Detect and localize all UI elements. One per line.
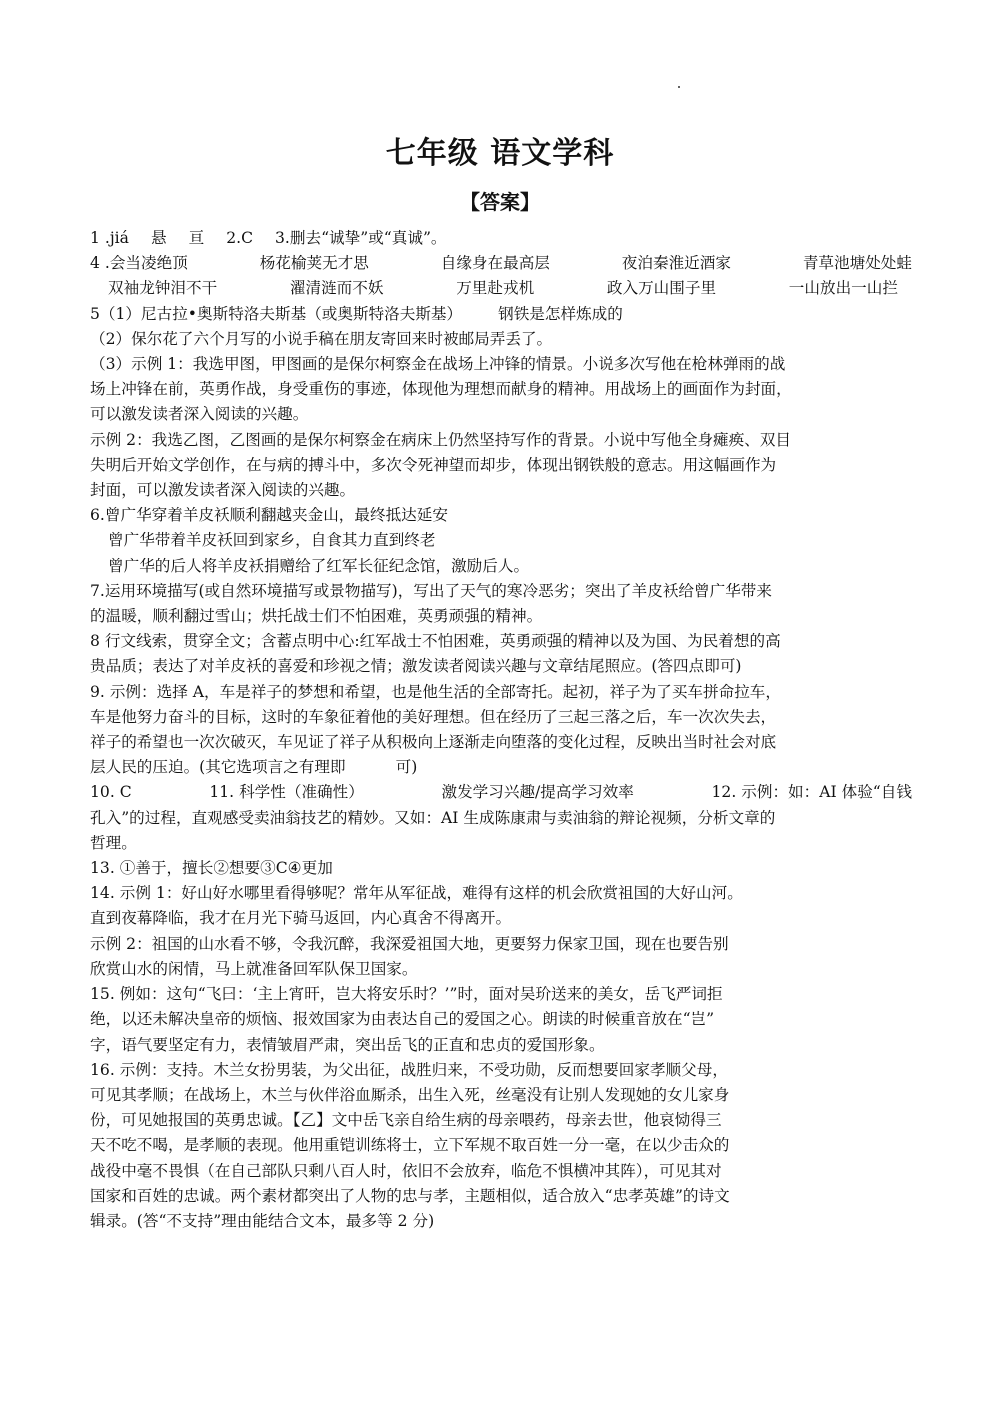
answer-q15-line: 字，语气要坚定有力，表情皱眉严肃，突出岳飞的正直和忠贞的爱国形象。 xyxy=(90,1035,605,1054)
answer-content xyxy=(90,226,912,1234)
answer-q5-3-line: 可以激发读者深入阅读的兴趣。 xyxy=(90,405,309,424)
answer-q5-4-line: 失明后开始文学创作，在与病的搏斗中，多次令死神望而却步，体现出钢铁般的意志。用这幅画作为 xyxy=(90,455,777,474)
answer-q5-3-line: 场上冲锋在前，英勇作战，身受重伤的事迹，体现他为理想而献身的精神。用战场上的画面作为封面， xyxy=(90,380,792,399)
answer-q16-line: 天不吃不喝，是孝顺的表现。他用重铠训练将士，立下军规不取百姓一分一毫，在以少击众的 xyxy=(90,1136,730,1155)
answer-q6-line: 6.曾广华穿着羊皮袄顺利翻越夹金山，最终抵达延安 xyxy=(90,506,448,525)
answer-q5-4-line: 示例 2：我选乙图，乙图画的是保尔柯察金在病床上仍然坚持写作的背景。小说中写他全身瘫痪、双目 xyxy=(90,430,792,449)
answer-q8-line: 贵品质；表达了对羊皮袄的喜爱和珍视之情；激发读者阅读兴趣与文章结尾照应。(答四点即可) xyxy=(90,657,742,676)
answer-q7-line: 7.运用环境描写(或自然环境描写或景物描写)，写出了天气的寒冷恶劣；突出了羊皮袄给曾广华带来 xyxy=(90,581,772,600)
answer-q16-line: 辑录。(答“不支持”理由能结合文本，最多等 2 分) xyxy=(90,1211,435,1230)
answer-q16-line: 份，可见她报国的英勇忠诚。【乙】文中岳飞亲自给生病的母亲喂药，母亲去世，他哀恸得三 xyxy=(90,1111,722,1130)
answer-q12-line: 哲理。 xyxy=(90,833,137,852)
answer-q5-1: 5（1）尼古拉•奥斯特洛夫斯基（或奥斯特洛夫斯基） 钢铁是怎样炼成的 xyxy=(90,304,623,323)
answer-q14-line: 示例 2：祖国的山水看不够，令我沉醉，我深爱祖国大地，更要努力保家卫国，现在也要告别 xyxy=(90,934,729,953)
answer-q13: 13. ①善于，擅长②想要③C④更加 xyxy=(90,859,333,878)
answer-q15-line: 绝，以还未解决皇帝的烦恼、报效国家为由表达自己的爱国之心。朗读的时候重音放在“岂” xyxy=(90,1010,715,1029)
answer-q14-line: 欣赏山水的闲情，马上就准备回军队保卫国家。 xyxy=(90,959,418,978)
answer-q6-line: 曾广华的后人将羊皮袄捐赠给了红军长征纪念馆，激励后人。 xyxy=(108,556,530,575)
answer-q9-line: 车是他努力奋斗的目标，这时的车象征着他的美好理想。但在经历了三起三落之后，车一次次失去， xyxy=(90,707,777,726)
answer-q16-line: 战役中毫不畏惧（在自己部队只剩八百人时，依旧不会放弃，临危不惧横冲其阵），可见其对 xyxy=(90,1161,722,1180)
answer-q4-row2: 双袖龙钟泪不干 濯清涟而不妖 万里赴戎机 政入万山围子里 一山放出一山拦 xyxy=(108,279,898,298)
answer-q9-line: 层人民的压迫。(其它选项言之有理即 可) xyxy=(90,758,418,777)
answer-q9-line: 9. 示例：选择 A，车是祥子的梦想和希望，也是他生活的全部寄托。起初，祥子为了买车拼命拉车， xyxy=(90,682,781,701)
answer-q16-line: 可见其孝顺；在战场上，木兰与伙伴浴血厮杀，出生入死，丝毫没有让别人发现她的女儿家身 xyxy=(90,1085,730,1104)
answer-q9-line: 祥子的希望也一次次破灭，车见证了祥子从积极向上逐渐走向堕落的变化过程，反映出当时社会对底 xyxy=(90,733,777,752)
answer-q15-line: 15. 例如：这句“飞曰：‘主上宵旰，岂大将安乐时？’”时，面对吴玠送来的美女，岳飞严词拒 xyxy=(90,985,723,1004)
answer-heading: 【答案】 xyxy=(460,190,540,214)
page-title: 七年级 语文学科 xyxy=(385,136,615,171)
answer-q5-3-line: （3）示例 1：我选甲图，甲图画的是保尔柯察金在战场上冲锋的情景。小说多次写他在枪林弹雨的战 xyxy=(90,355,786,374)
answer-q8-line: 8 行文线索，贯穿全文；含蓄点明中心:红军战士不怕困难，英勇顽强的精神以及为国、为民着想的高 xyxy=(90,632,781,651)
answer-q6-line: 曾广华带着羊皮袄回到家乡，自食其力直到终老 xyxy=(108,531,436,550)
answer-q12-line: 孔入”的过程，直观感受卖油翁技艺的精妙。又如：AI 生成陈康肃与卖油翁的辩论视频，分析文章的 xyxy=(90,808,776,827)
answer-q5-4-line: 封面，可以激发读者深入阅读的兴趣。 xyxy=(90,481,356,500)
answer-q14-line: 14. 示例 1：好山好水哪里看得够呢？常年从军征战，难得有这样的机会欣赏祖国的大好山河。 xyxy=(90,884,743,903)
answer-q7-line: 的温暖，顺利翻过雪山；烘托战士们不怕困难，英勇顽强的精神。 xyxy=(90,607,543,626)
answer-q5-2: （2）保尔花了六个月写的小说手稿在朋友寄回来时被邮局弄丢了。 xyxy=(90,329,553,348)
answer-q16-line: 国家和百姓的忠诚。两个素材都突出了人物的忠与孝，主题相似，适合放入“忠孝英雄”的诗文 xyxy=(90,1186,730,1205)
answer-q14-line: 直到夜幕降临，我才在月光下骑马返回，内心真舍不得离开。 xyxy=(90,909,512,928)
scan-speck xyxy=(678,86,680,88)
answer-q10-12: 10. C 11. 科学性（准确性） 激发学习兴趣/提高学习效率 12. 示例：如：AI 体验“自钱 xyxy=(90,783,912,802)
answer-q1-3: 1 .jiá 悬 亘 2.C 3.删去“诚挚”或“真诚”。 xyxy=(90,229,447,247)
answer-q16-line: 16. 示例：支持。木兰女扮男装，为父出征，战胜归来，不受功勋，反而想要回家孝顺父母， xyxy=(90,1060,728,1079)
answer-q4-row1: 4 .会当凌绝顶 杨花榆荚无才思 自缘身在最高层 夜泊秦淮近酒家 青草池塘处处蛙 xyxy=(90,254,912,273)
